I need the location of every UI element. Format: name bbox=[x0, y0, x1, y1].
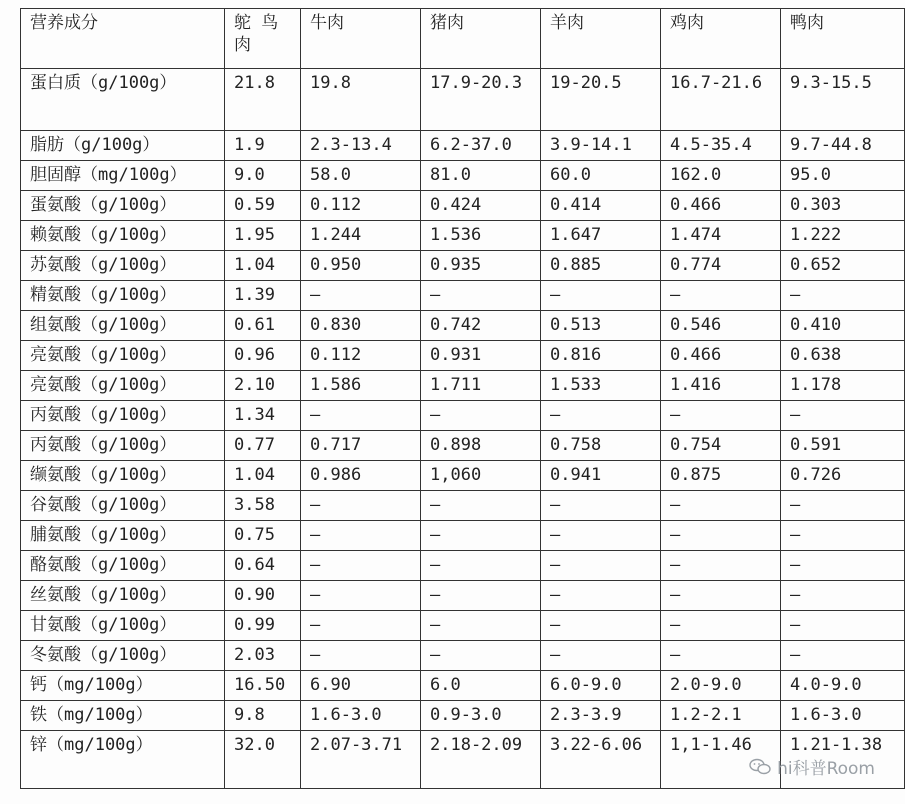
table-row bbox=[21, 461, 905, 491]
value-cell: 0.64 bbox=[225, 551, 301, 581]
value-cell: — bbox=[541, 611, 661, 641]
value-cell: — bbox=[541, 401, 661, 431]
value-cell: 1.95 bbox=[225, 221, 301, 251]
value-cell: — bbox=[541, 281, 661, 311]
table-row bbox=[21, 69, 905, 131]
value-cell: — bbox=[541, 551, 661, 581]
value-cell: 0.513 bbox=[541, 311, 661, 341]
value-cell: — bbox=[781, 641, 905, 671]
value-cell: 9.7-44.8 bbox=[781, 131, 905, 161]
value-cell: 0.61 bbox=[225, 311, 301, 341]
value-cell: — bbox=[301, 581, 421, 611]
nutrient-name-cell: 酪氨酸（g/100g） bbox=[21, 551, 225, 581]
header-cell: 鸵 鸟 肉 bbox=[225, 9, 301, 69]
value-cell: 1.586 bbox=[301, 371, 421, 401]
value-cell: 1.34 bbox=[225, 401, 301, 431]
value-cell: 1.533 bbox=[541, 371, 661, 401]
value-cell: — bbox=[421, 491, 541, 521]
nutrient-name-cell: 赖氨酸（g/100g） bbox=[21, 221, 225, 251]
value-cell: 0.986 bbox=[301, 461, 421, 491]
value-cell: 2.18-2.09 bbox=[421, 731, 541, 789]
value-cell: — bbox=[781, 581, 905, 611]
table-row bbox=[21, 191, 905, 221]
value-cell: 1.04 bbox=[225, 251, 301, 281]
value-cell: 0.96 bbox=[225, 341, 301, 371]
value-cell: 58.0 bbox=[301, 161, 421, 191]
value-cell: 19-20.5 bbox=[541, 69, 661, 131]
value-cell: 1.178 bbox=[781, 371, 905, 401]
value-cell: 1,060 bbox=[421, 461, 541, 491]
value-cell: 60.0 bbox=[541, 161, 661, 191]
nutrition-comparison-table bbox=[20, 8, 905, 789]
nutrient-name-cell: 脂肪（g/100g） bbox=[21, 131, 225, 161]
nutrient-name-cell: 缬氨酸（g/100g） bbox=[21, 461, 225, 491]
value-cell: 0.638 bbox=[781, 341, 905, 371]
value-cell: — bbox=[301, 401, 421, 431]
value-cell: 1.39 bbox=[225, 281, 301, 311]
value-cell: 2.03 bbox=[225, 641, 301, 671]
value-cell: 4.0-9.0 bbox=[781, 671, 905, 701]
nutrient-name-cell: 蛋氨酸（g/100g） bbox=[21, 191, 225, 221]
value-cell: — bbox=[301, 611, 421, 641]
value-cell: 0.742 bbox=[421, 311, 541, 341]
value-cell: — bbox=[661, 401, 781, 431]
value-cell: 0.546 bbox=[661, 311, 781, 341]
value-cell: 16.50 bbox=[225, 671, 301, 701]
nutrient-name-cell: 冬氨酸（g/100g） bbox=[21, 641, 225, 671]
value-cell: 1.647 bbox=[541, 221, 661, 251]
header-cell: 鸡肉 bbox=[661, 9, 781, 69]
watermark-text: hi科普Room bbox=[777, 759, 875, 779]
nutrient-name-cell: 甘氨酸（g/100g） bbox=[21, 611, 225, 641]
value-cell: 6.90 bbox=[301, 671, 421, 701]
table-row bbox=[21, 251, 905, 281]
value-cell: 21.8 bbox=[225, 69, 301, 131]
value-cell: 1.536 bbox=[421, 221, 541, 251]
value-cell: 32.0 bbox=[225, 731, 301, 789]
table-row bbox=[21, 701, 905, 731]
value-cell: 0.941 bbox=[541, 461, 661, 491]
value-cell: — bbox=[301, 491, 421, 521]
value-cell: — bbox=[661, 551, 781, 581]
value-cell: — bbox=[661, 611, 781, 641]
header-cell: 鸭肉 bbox=[781, 9, 905, 69]
nutrient-name-cell: 组氨酸（g/100g） bbox=[21, 311, 225, 341]
value-cell: — bbox=[781, 521, 905, 551]
value-cell: 0.466 bbox=[661, 191, 781, 221]
value-cell: 1.711 bbox=[421, 371, 541, 401]
value-cell: 3.58 bbox=[225, 491, 301, 521]
value-cell: 0.112 bbox=[301, 341, 421, 371]
value-cell: 162.0 bbox=[661, 161, 781, 191]
value-cell: — bbox=[301, 641, 421, 671]
header-cell: 牛肉 bbox=[301, 9, 421, 69]
table-row bbox=[21, 281, 905, 311]
value-cell: 0.830 bbox=[301, 311, 421, 341]
value-cell: 0.726 bbox=[781, 461, 905, 491]
value-cell: 3.9-14.1 bbox=[541, 131, 661, 161]
value-cell: — bbox=[301, 281, 421, 311]
table-row bbox=[21, 611, 905, 641]
value-cell: — bbox=[421, 281, 541, 311]
wechat-chat-icon bbox=[749, 758, 771, 776]
value-cell: 0.9-3.0 bbox=[421, 701, 541, 731]
table-row bbox=[21, 671, 905, 701]
value-cell: 0.410 bbox=[781, 311, 905, 341]
value-cell: 1.474 bbox=[661, 221, 781, 251]
value-cell: — bbox=[421, 551, 541, 581]
value-cell: — bbox=[541, 641, 661, 671]
value-cell: 0.112 bbox=[301, 191, 421, 221]
value-cell: 0.303 bbox=[781, 191, 905, 221]
table-row bbox=[21, 341, 905, 371]
value-cell: 0.652 bbox=[781, 251, 905, 281]
table-row bbox=[21, 521, 905, 551]
nutrient-name-cell: 谷氨酸（g/100g） bbox=[21, 491, 225, 521]
value-cell: — bbox=[541, 581, 661, 611]
value-cell: 0.59 bbox=[225, 191, 301, 221]
table-row bbox=[21, 431, 905, 461]
nutrient-name-cell: 亮氨酸（g/100g） bbox=[21, 371, 225, 401]
table-row bbox=[21, 641, 905, 671]
nutrient-name-cell: 丙氨酸（g/100g） bbox=[21, 431, 225, 461]
value-cell: — bbox=[661, 281, 781, 311]
value-cell: — bbox=[541, 521, 661, 551]
watermark bbox=[749, 754, 875, 779]
value-cell: — bbox=[541, 491, 661, 521]
value-cell: 0.931 bbox=[421, 341, 541, 371]
value-cell: 6.2-37.0 bbox=[421, 131, 541, 161]
value-cell: — bbox=[421, 521, 541, 551]
nutrient-name-cell: 锌（mg/100g） bbox=[21, 731, 225, 789]
value-cell: 9.3-15.5 bbox=[781, 69, 905, 131]
value-cell: 0.885 bbox=[541, 251, 661, 281]
value-cell: 17.9-20.3 bbox=[421, 69, 541, 131]
value-cell: 1.222 bbox=[781, 221, 905, 251]
value-cell: — bbox=[661, 521, 781, 551]
table-row bbox=[21, 311, 905, 341]
value-cell: 0.591 bbox=[781, 431, 905, 461]
value-cell: — bbox=[781, 401, 905, 431]
value-cell: 0.898 bbox=[421, 431, 541, 461]
value-cell: 0.754 bbox=[661, 431, 781, 461]
header-cell: 猪肉 bbox=[421, 9, 541, 69]
value-cell: 0.99 bbox=[225, 611, 301, 641]
value-cell: 3.22-6.06 bbox=[541, 731, 661, 789]
value-cell: 0.875 bbox=[661, 461, 781, 491]
table-row bbox=[21, 551, 905, 581]
value-cell: 1.6-3.0 bbox=[781, 701, 905, 731]
value-cell: 1.244 bbox=[301, 221, 421, 251]
value-cell: — bbox=[301, 521, 421, 551]
nutrient-name-cell: 丝氨酸（g/100g） bbox=[21, 581, 225, 611]
value-cell: 2.0-9.0 bbox=[661, 671, 781, 701]
value-cell: 9.0 bbox=[225, 161, 301, 191]
table-row bbox=[21, 221, 905, 251]
value-cell: — bbox=[421, 611, 541, 641]
value-cell: 6.0 bbox=[421, 671, 541, 701]
value-cell: 1,1-1.46 bbox=[661, 731, 781, 789]
nutrient-name-cell: 蛋白质（g/100g） bbox=[21, 69, 225, 131]
value-cell: 2.10 bbox=[225, 371, 301, 401]
value-cell: — bbox=[781, 281, 905, 311]
value-cell: 9.8 bbox=[225, 701, 301, 731]
nutrient-name-cell: 苏氨酸（g/100g） bbox=[21, 251, 225, 281]
value-cell: 81.0 bbox=[421, 161, 541, 191]
value-cell: 2.3-3.9 bbox=[541, 701, 661, 731]
nutrient-name-cell: 钙（mg/100g） bbox=[21, 671, 225, 701]
table-row bbox=[21, 371, 905, 401]
value-cell: 6.0-9.0 bbox=[541, 671, 661, 701]
value-cell: — bbox=[421, 641, 541, 671]
value-cell: 0.758 bbox=[541, 431, 661, 461]
value-cell: 0.424 bbox=[421, 191, 541, 221]
value-cell: 1.2-2.1 bbox=[661, 701, 781, 731]
value-cell: 1.21-1.38 bbox=[781, 731, 905, 789]
value-cell: — bbox=[661, 491, 781, 521]
value-cell: — bbox=[661, 581, 781, 611]
value-cell: — bbox=[301, 551, 421, 581]
value-cell: 0.75 bbox=[225, 521, 301, 551]
value-cell: — bbox=[421, 401, 541, 431]
value-cell: 0.717 bbox=[301, 431, 421, 461]
value-cell: 95.0 bbox=[781, 161, 905, 191]
table-row bbox=[21, 161, 905, 191]
value-cell: — bbox=[661, 641, 781, 671]
value-cell: — bbox=[781, 491, 905, 521]
table-row bbox=[21, 401, 905, 431]
value-cell: 2.3-13.4 bbox=[301, 131, 421, 161]
table-row bbox=[21, 131, 905, 161]
value-cell: — bbox=[421, 581, 541, 611]
nutrient-name-cell: 脯氨酸（g/100g） bbox=[21, 521, 225, 551]
value-cell: 1.04 bbox=[225, 461, 301, 491]
value-cell: 0.774 bbox=[661, 251, 781, 281]
value-cell: 2.07-3.71 bbox=[301, 731, 421, 789]
table-header-row bbox=[21, 9, 905, 69]
value-cell: 0.466 bbox=[661, 341, 781, 371]
nutrient-name-cell: 铁（mg/100g） bbox=[21, 701, 225, 731]
nutrient-name-cell: 精氨酸（g/100g） bbox=[21, 281, 225, 311]
value-cell: 0.935 bbox=[421, 251, 541, 281]
value-cell: 16.7-21.6 bbox=[661, 69, 781, 131]
value-cell: 0.414 bbox=[541, 191, 661, 221]
value-cell: 1.6-3.0 bbox=[301, 701, 421, 731]
table-row bbox=[21, 491, 905, 521]
value-cell: 0.816 bbox=[541, 341, 661, 371]
value-cell: — bbox=[781, 611, 905, 641]
value-cell: 1.416 bbox=[661, 371, 781, 401]
value-cell: 0.77 bbox=[225, 431, 301, 461]
header-cell: 羊肉 bbox=[541, 9, 661, 69]
value-cell: 1.9 bbox=[225, 131, 301, 161]
value-cell: — bbox=[781, 551, 905, 581]
header-cell: 营养成分 bbox=[21, 9, 225, 69]
nutrient-name-cell: 胆固醇（mg/100g） bbox=[21, 161, 225, 191]
value-cell: 4.5-35.4 bbox=[661, 131, 781, 161]
nutrient-name-cell: 丙氨酸（g/100g） bbox=[21, 401, 225, 431]
value-cell: 0.90 bbox=[225, 581, 301, 611]
value-cell: 0.950 bbox=[301, 251, 421, 281]
nutrient-name-cell: 亮氨酸（g/100g） bbox=[21, 341, 225, 371]
table-row bbox=[21, 581, 905, 611]
value-cell: 19.8 bbox=[301, 69, 421, 131]
